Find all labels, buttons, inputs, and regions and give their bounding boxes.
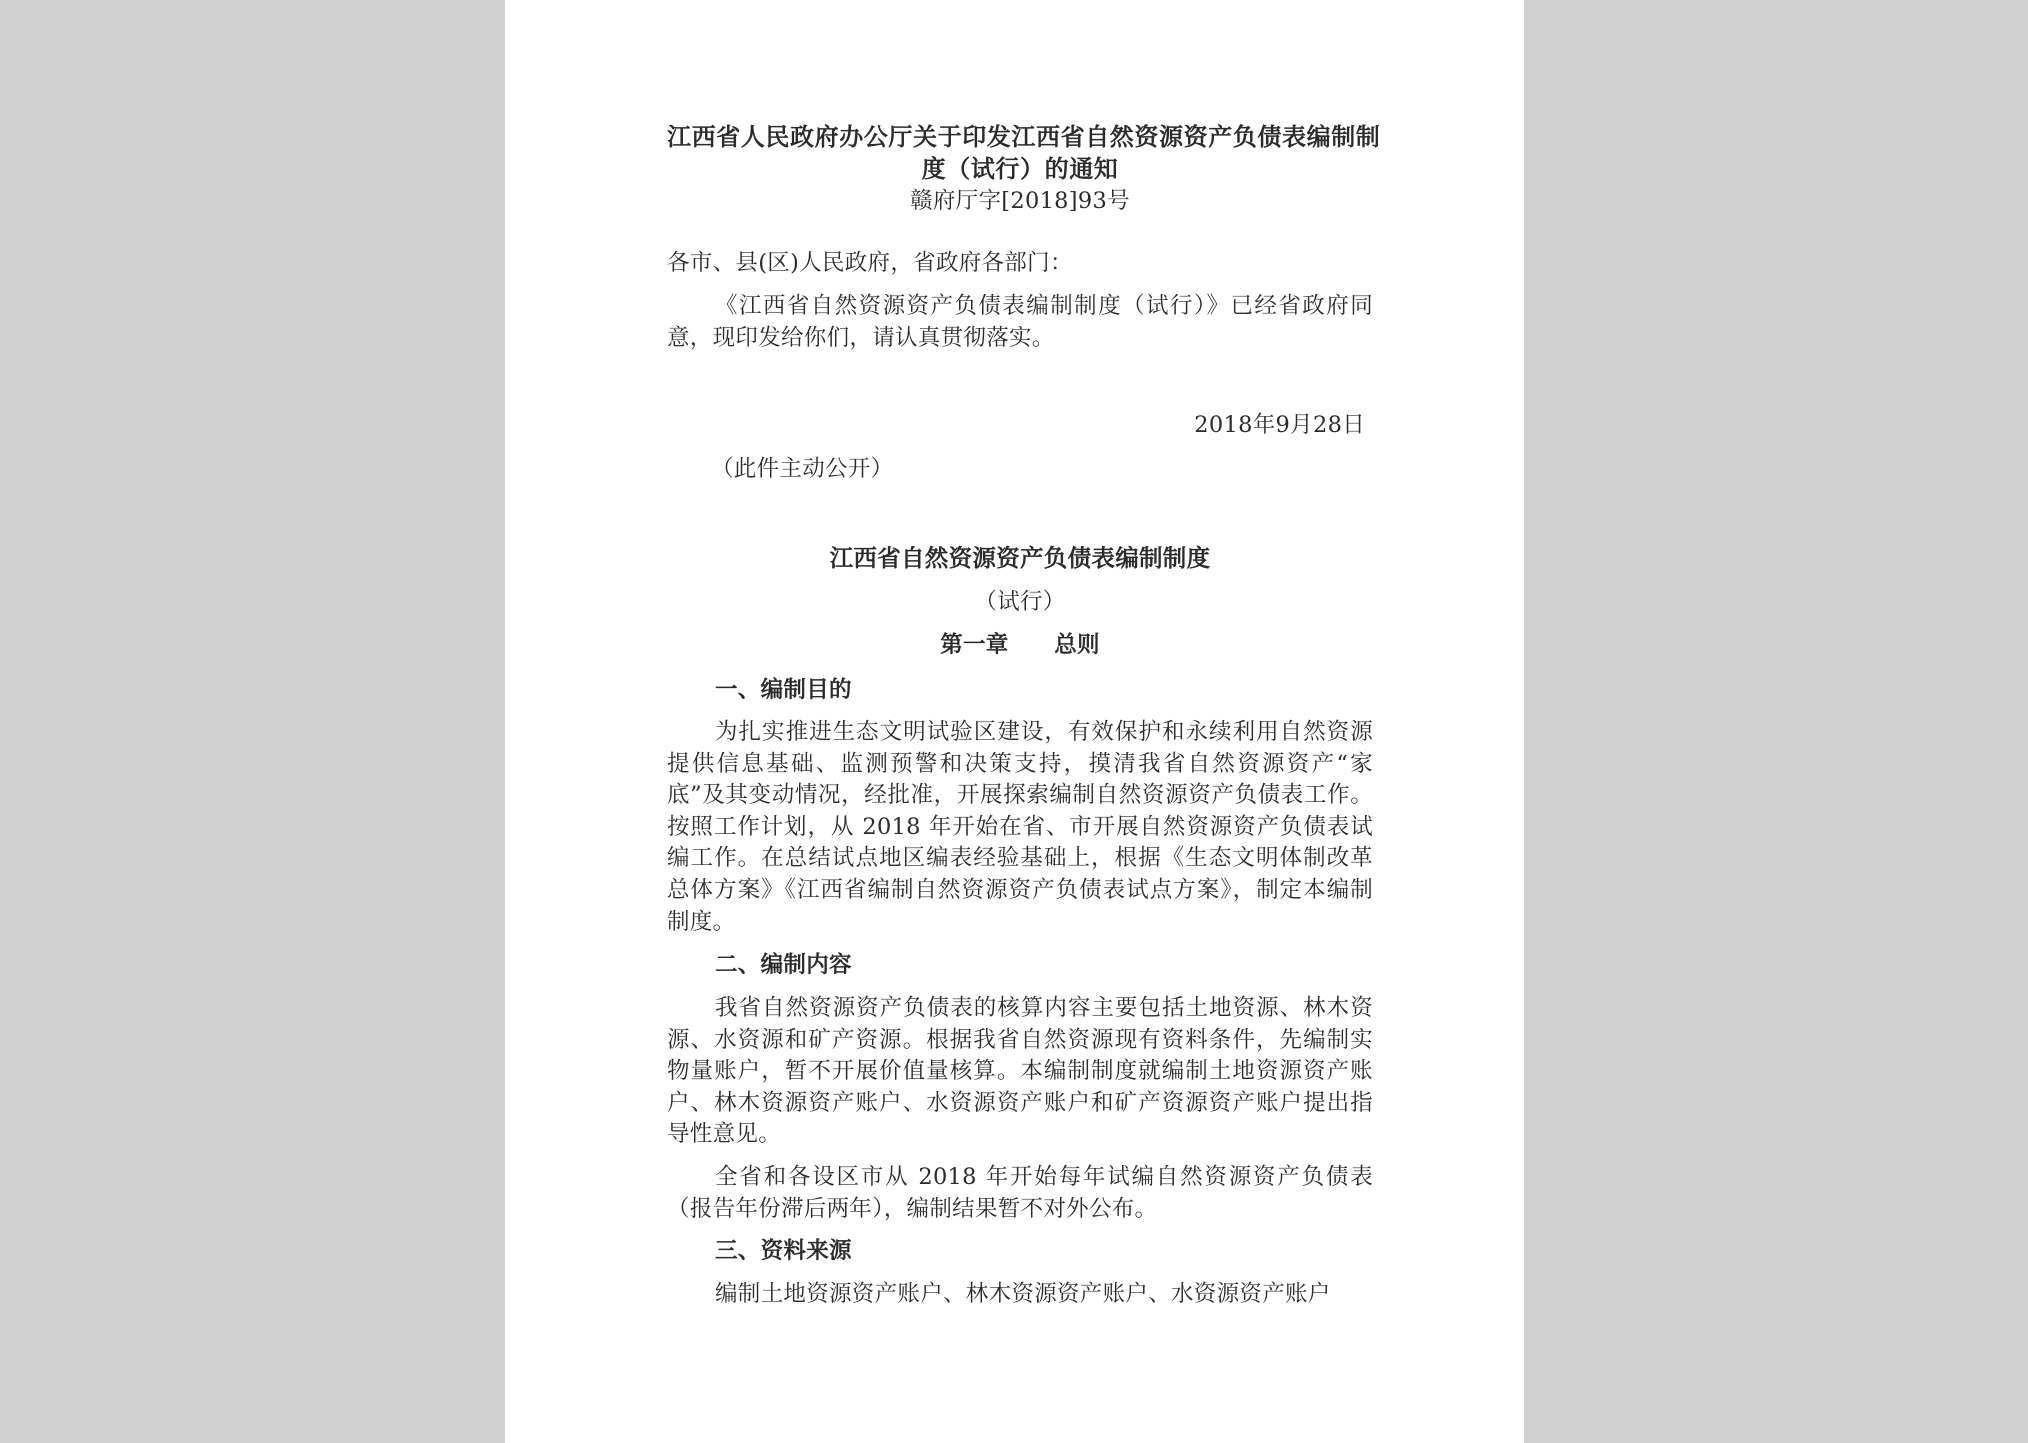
document-number: 赣府厅字[2018]93号 — [910, 188, 1130, 214]
regulation-title: 江西省自然资源资产负债表编制制度 — [829, 544, 1211, 572]
notice-title-line-2: 度（试行）的通知 — [921, 154, 1119, 183]
salutation: 各市、县(区)人民政府，省政府各部门： — [667, 250, 1073, 276]
heading-purpose: 一、编制目的 — [715, 677, 852, 703]
heading-content: 二、编制内容 — [715, 952, 852, 978]
paragraph-schedule: 全省和各设区市从 2018 年开始每年试编自然资源资产负债表（报告年份滞后两年），编制结果暂不对外公布。 — [667, 1164, 1373, 1222]
notice-body-paragraph: 《江西省自然资源资产负债表编制制度（试行）》已经省政府同意，现印发给你们，请认真贯彻落实。 — [667, 293, 1373, 351]
chapter-heading: 第一章 总则 — [940, 632, 1100, 658]
heading-sources: 三、资料来源 — [715, 1238, 852, 1264]
document-page — [505, 0, 1524, 1443]
issue-date: 2018年9月28日 — [1194, 412, 1365, 438]
notice-title-line-1: 江西省人民政府办公厅关于印发江西省自然资源资产负债表编制制 — [667, 122, 1381, 151]
paragraph-sources: 编制土地资源资产账户、林木资源资产账户、水资源资产账户 — [715, 1281, 1331, 1307]
paragraph-purpose: 为扎实推进生态文明试验区建设，有效保护和永续利用自然资源提供信息基础、监测预警和决策支持，摸清我省自然资源资产“家底”及其变动情况，经批准，开展探索编制自然资源资产负债表工作。按照工作计划，从 2018 年开始在省、市开展自然资源资产负债表试编工作。在总结试点地区编表经验基础上，根据《生态文明体制改革总体方案》《江西省编制自然资源资产负债表试点方案》，制定本编制制度。 — [667, 719, 1373, 935]
disclosure-note: （此件主动公开） — [711, 456, 894, 482]
regulation-subtitle: （试行） — [974, 589, 1066, 615]
paragraph-content: 我省自然资源资产负债表的核算内容主要包括土地资源、林木资源、水资源和矿产资源。根据我省自然资源现有资料条件，先编制实物量账户，暂不开展价值量核算。本编制制度就编制土地资源资产账户、林木资源资产账户、水资源资产账户和矿产资源资产账户提出指导性意见。 — [667, 995, 1373, 1148]
